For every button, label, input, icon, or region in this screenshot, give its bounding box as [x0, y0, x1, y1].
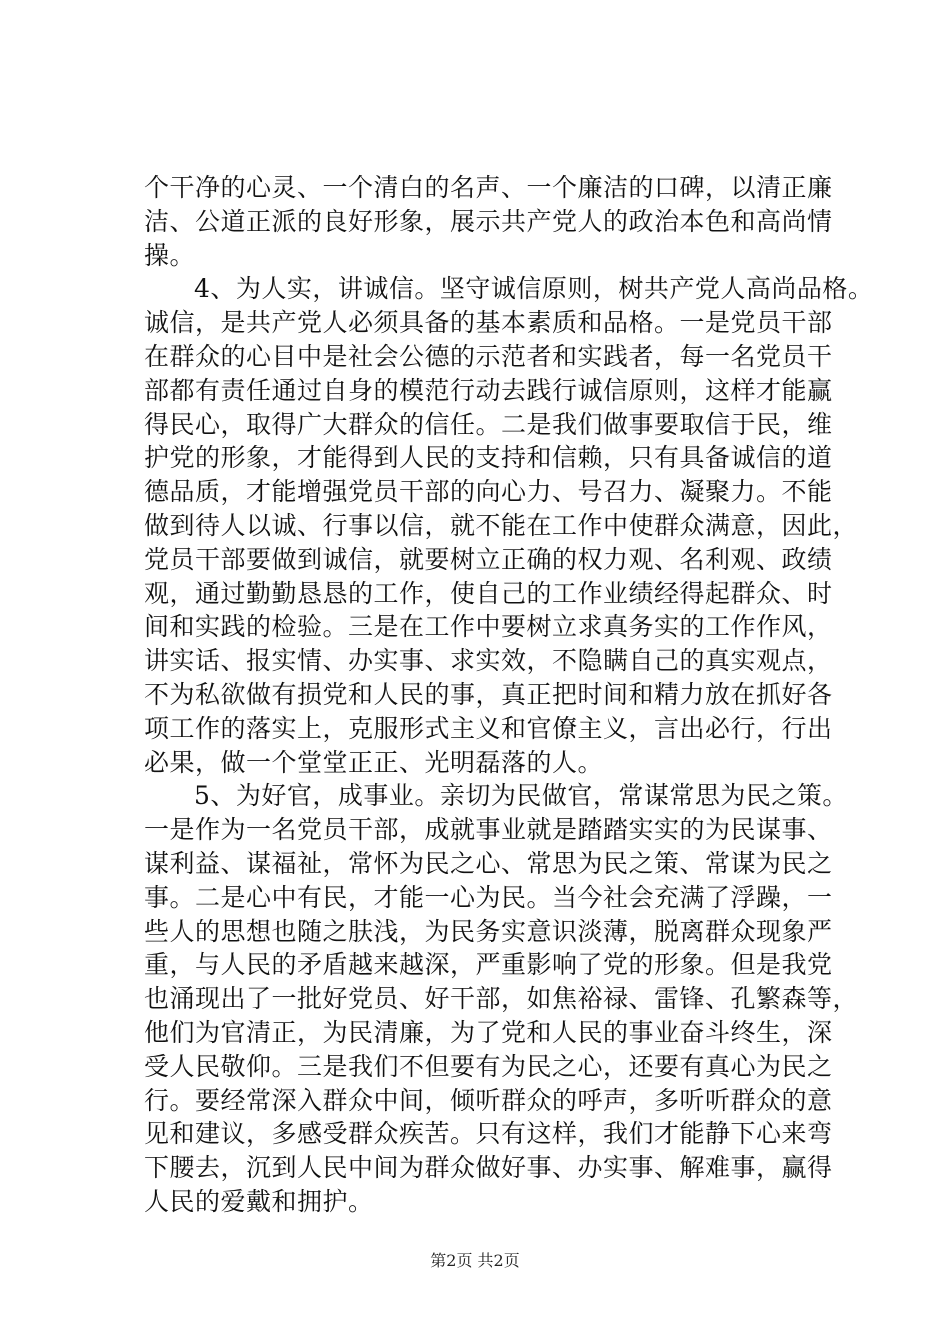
text-line: 人民的爱戴和拥护。 — [144, 1186, 374, 1216]
text-line: 在群众的心目中是社会公德的示范者和实践者，每一名党员干 — [144, 341, 833, 371]
text-line: 行。要经常深入群众中间，倾听群众的呼声，多听听群众的意 — [144, 1085, 833, 1115]
text-line: 见和建议，多感受群众疾苦。只有这样，我们才能静下心来弯 — [144, 1119, 833, 1149]
text-line: 4、为人实，讲诚信。坚守诚信原则，树共产党人高尚品格。 — [194, 274, 874, 304]
text-line: 个干净的心灵、一个清白的名声、一个廉洁的口碑，以清正廉 — [144, 173, 833, 202]
text-line: 也涌现出了一批好党员、好干部，如焦裕禄、雷锋、孔繁森等， — [144, 984, 859, 1014]
text-line: 事。二是心中有民，才能一心为民。当今社会充满了浮躁，一 — [144, 882, 833, 912]
text-line: 重，与人民的矛盾越来越深，严重影响了党的形象。但是我党 — [144, 950, 833, 980]
text-line: 观，通过勤勤恳恳的工作，使自己的工作业绩经得起群众、时 — [144, 578, 833, 608]
text-line: 下腰去，沉到人民中间为群众做好事、办实事、解难事，赢得 — [144, 1153, 833, 1183]
text-line: 做到待人以诚、行事以信，就不能在工作中使群众满意，因此， — [144, 510, 859, 540]
text-line: 不为私欲做有损党和人民的事，真正把时间和精力放在抓好各 — [144, 679, 833, 709]
text-line: 诚信，是共产党人必须具备的基本素质和品格。一是党员干部 — [144, 308, 833, 338]
page-footer — [0, 1248, 950, 1271]
text-line: 德品质，才能增强党员干部的向心力、号召力、凝聚力。不能 — [144, 477, 833, 507]
text-line: 一是作为一名党员干部，成就事业就是踏踏实实的为民谋事、 — [144, 815, 833, 845]
text-line: 操。 — [144, 240, 196, 270]
text-line: 洁、公道正派的良好形象，展示共产党人的政治本色和高尚情 — [144, 206, 833, 236]
text-line: 他们为官清正，为民清廉，为了党和人民的事业奋斗终生，深 — [144, 1017, 833, 1047]
text-line: 护党的形象，才能得到人民的支持和信赖，只有具备诚信的道 — [144, 443, 833, 473]
paragraph-honesty — [144, 272, 874, 779]
text-line: 讲实话、报实情、办实事、求实效，不隐瞒自己的真实观点， — [144, 646, 833, 676]
text-line: 些人的思想也随之肤浅，为民务实意识淡薄，脱离群众现象严 — [144, 916, 833, 946]
text-line: 谋利益、谋福祉，常怀为民之心、常思为民之策、常谋为民之 — [144, 848, 833, 878]
text-line: 间和实践的检验。三是在工作中要树立求真务实的工作作风， — [144, 612, 833, 642]
paragraph-good-official — [144, 779, 859, 1218]
text-line: 得民心，取得广大群众的信任。二是我们做事要取信于民，维 — [144, 409, 833, 439]
page-number: 第2页 共2页 — [430, 1251, 520, 1270]
text-line: 项工作的落实上，克服形式主义和官僚主义，言出必行，行出 — [144, 713, 833, 743]
text-line: 受人民敬仰。三是我们不但要有为民之心，还要有真心为民之 — [144, 1051, 833, 1081]
text-line: 党员干部要做到诚信，就要树立正确的权力观、名利观、政绩 — [144, 544, 833, 574]
paragraph-integrity-conclusion — [144, 171, 833, 272]
document-body — [144, 171, 874, 1219]
text-line: 必果，做一个堂堂正正、光明磊落的人。 — [144, 747, 604, 777]
text-line: 5、为好官，成事业。亲切为民做官，常谋常思为民之策。 — [194, 781, 848, 811]
text-line: 部都有责任通过自身的模范行动去践行诚信原则，这样才能赢 — [144, 375, 833, 405]
